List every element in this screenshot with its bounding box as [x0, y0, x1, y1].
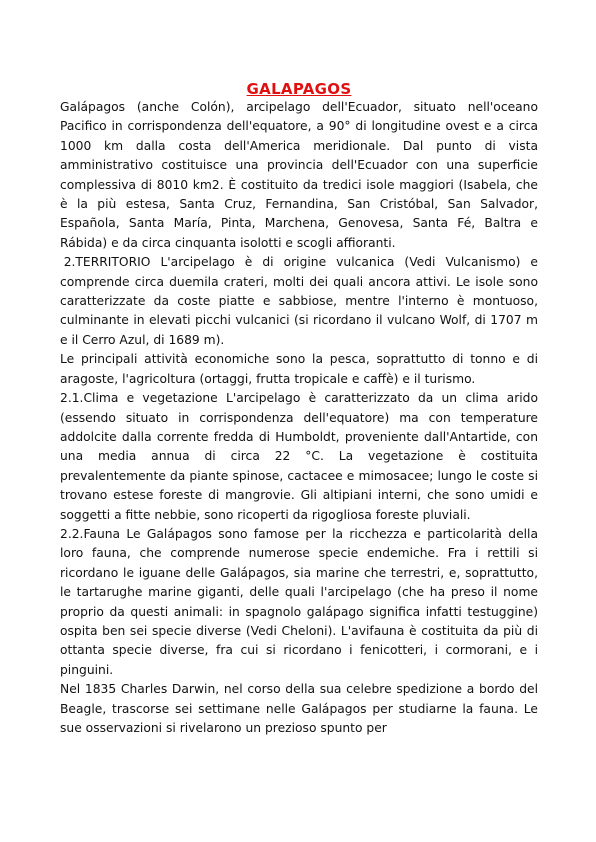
document-page [60, 80, 538, 738]
paragraph-intro: Galápagos (anche Colón), arcipelago dell'Ecuador, situato nell'oceano Pacifico in corrispondenza dell'equatore, a 90° di longitudine ovest e a circa 1000 km dalla costa dell'America meridionale. Dal punto di vista amministrativo costituisce una provincia dell'Ecuador con una superficie complessiva di 8010 km2. È costituito da tredici isole maggiori (Isabela, che è la più estesa, Santa Cruz, Fernandina, San Cristóbal, San Salvador, Española, Santa María, Pinta, Marchena, Genovesa, Santa Fé, Baltra e Rábida) e da circa cinquanta isolotti e scogli affioranti. [60, 100, 538, 250]
paragraph-fauna: 2.2.Fauna Le Galápagos sono famose per la ricchezza e particolarità della loro fauna, che comprende numerose specie endemiche. Fra i rettili si ricordano le iguane delle Galápagos, sia marine che terrestri, e, soprattutto, le tartarughe marine giganti, delle quali l'arcipelago (che ha preso il nome proprio da questi animali: in spagnolo galápago significa infatti testuggine) ospita ben sei specie diverse (Vedi Cheloni). L'avifauna è costituita da più di ottanta specie diverse, fra cui si ricordano i fenicotteri, i cormorani, e i pinguini. [60, 526, 538, 677]
paragraph-darwin: Nel 1835 Charles Darwin, nel corso della sua celebre spedizione a bordo del Beagle, trascorse sei settimane nelle Galápagos per studiarne la fauna. Le sue osservazioni si rivelarono un prezioso spunto per [60, 682, 538, 735]
document-title: GALAPAGOS [246, 80, 352, 98]
paragraph-clima: 2.1.Clima e vegetazione L'arcipelago è caratterizzato da un clima arido (essendo situato in corrispondenza dell'equatore) ma con temperature addolcite dalla corrente fredda di Humboldt, proveniente dall'Antartide, con una media annua di circa 22 °C. La vegetazione è costituita prevalentemente da piante spinose, cactacee e mimosacee; lungo le coste si trovano estese foreste di mangrovie. Gli altipiani interni, che sono umidi e soggetti a fitte nebbie, sono ricoperti da rigogliosa foreste pluviali. [60, 391, 538, 522]
paragraph-economia: Le principali attività economiche sono la pesca, soprattutto di tonno e di aragoste, l'agricoltura (ortaggi, frutta tropicale e caffè) e il turismo. [60, 352, 538, 386]
paragraph-territorio: 2.TERRITORIO L'arcipelago è di origine vulcanica (Vedi Vulcanismo) e comprende circa duemila crateri, molti dei quali ancora attivi. Le isole sono caratterizzate da coste piatte e sabbiose, mentre l'interno è montuoso, culminante in elevati picchi vulcanici (si ricordano il vulcano Wolf, di 1707 m e il Cerro Azul, di 1689 m). [60, 255, 538, 347]
